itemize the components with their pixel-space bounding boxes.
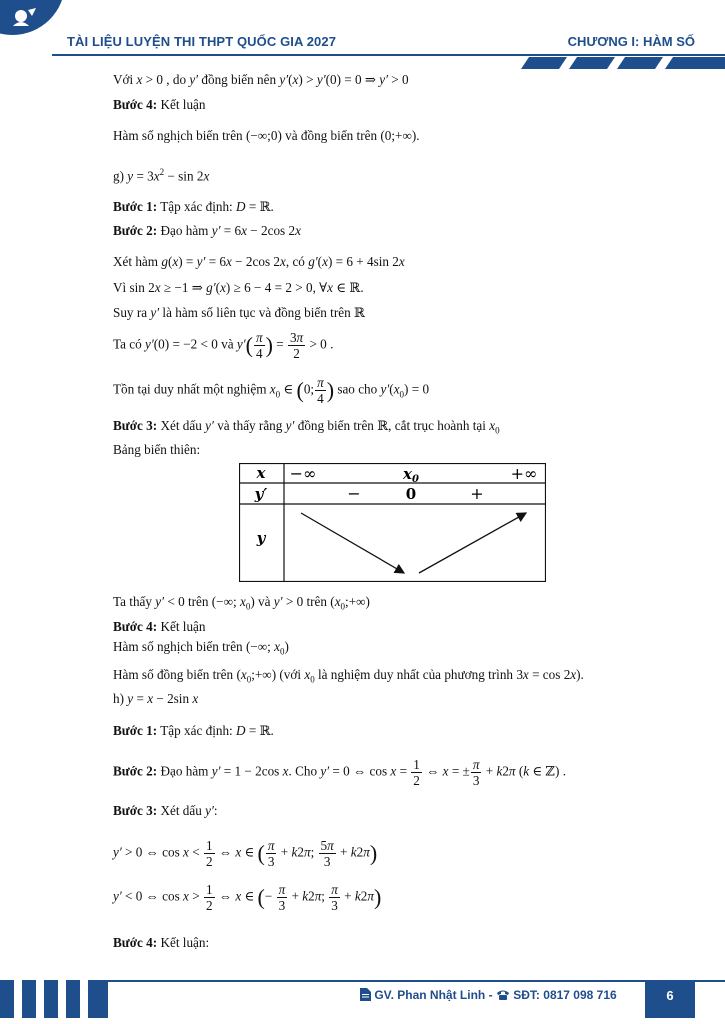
table-zero: 0: [405, 485, 417, 503]
table-label-y: y: [256, 529, 266, 547]
table-pos-inf: +∞: [510, 464, 538, 483]
logo-icon: [10, 4, 40, 34]
text-line: Với x > 0 , do y′ đồng biến nên y′(x) > y′(0) = 0 ⇒ y′ > 0: [113, 72, 409, 87]
footer-author: GV. Phan Nhật Linh: [374, 988, 486, 1002]
text-line: Hàm số nghịch biến trên (−∞;0) và đồng biến trên (0;+∞).: [113, 128, 420, 143]
text-line: Bảng biến thiên:: [113, 442, 201, 457]
increase-arrow: [419, 513, 526, 573]
table-sign-minus: −: [347, 484, 361, 503]
exercise-h: h) y = x − 2sin x: [113, 691, 199, 706]
phone-icon: [496, 989, 510, 1000]
footer-contact: GV. Phan Nhật Linh - SĐT: 0817 098 716: [360, 988, 617, 1002]
text-line: Xét hàm g(x) = y′ = 6x − 2cos 2x, có g′(x) = 6 + 4sin 2x: [113, 254, 405, 269]
text-line: Ta có y′(0) = −2 < 0 và y′( $\frac{\pi}{4}$ ) = $\frac{3\pi}{2}$ > 0 .: [113, 330, 334, 362]
header-rule: [52, 54, 725, 56]
text-line: Suy ra y′ là hàm số liên tục và đồng biến trên ℝ: [113, 305, 365, 320]
page-number: 6: [645, 980, 695, 1018]
table-label-yprime: y′: [254, 485, 268, 503]
step-line: Bước 2: Đạo hàm y′ = 1 − 2cos x. Cho y′ = 0 ⇔ cos x = $\frac{1}{2}$ ⇔ x = ± $\frac{\pi}{3}$ + k2π (k ∈ ℤ) .: [113, 757, 567, 789]
step-heading: Bước 4: Kết luận: [113, 619, 206, 634]
header-title: TÀI LIỆU LUYỆN THI THPT QUỐC GIA 2027: [67, 34, 337, 49]
header-chapter: CHƯƠNG I: HÀM SỐ: [567, 34, 695, 49]
footer-stripes: [0, 980, 108, 1018]
step-line: Bước 1: Tập xác định: D = ℝ.: [113, 723, 274, 738]
header-stripes: [515, 57, 725, 69]
table-sign-plus: +: [470, 484, 484, 503]
variation-table: [239, 463, 546, 582]
table-label-x: x: [256, 464, 266, 482]
math-line: y′ > 0 ⇔ cos x < $\frac{1}{2}$ ⇔ x ∈ ( $\frac{\pi}{3}$ + k2π; $\frac{5\pi}{3}$ + k2π): [113, 838, 378, 870]
exercise-g: g) $y = 3x^2 - \sin 2x$: [113, 167, 210, 184]
step-line: Bước 3: Xét dấu y′:: [113, 803, 218, 818]
step-line: Bước 1: Tập xác định: D = ℝ.: [113, 199, 274, 214]
step-heading: Bước 4: Kết luận: [113, 97, 206, 112]
text-line: Ta thấy y′ < 0 trên (−∞; $x_0$) và y′ > 0 trên $(x_0;+\infty)$: [113, 594, 370, 612]
text-line: Tồn tại duy nhất một nghiệm $x_0$ ∈ (0; $\frac{\pi}{4}$ ) sao cho $y'(x_0) = 0$: [113, 375, 430, 407]
step-line: Bước 2: Đạo hàm y′ = 6x − 2cos 2x: [113, 223, 301, 238]
decrease-arrow: [301, 513, 404, 573]
text-line: Vì sin 2x ≥ −1 ⇒ g′(x) ≥ 6 − 4 = 2 > 0, ∀x ∈ ℝ.: [113, 280, 364, 295]
step-heading: Bước 4: Kết luận:: [113, 935, 210, 950]
table-neg-inf: −∞: [289, 464, 317, 483]
footer-rule: [108, 980, 725, 982]
text-line: Hàm số nghịch biến trên (−∞; $x_0$): [113, 639, 289, 657]
footer-phone: SĐT: 0817 098 716: [513, 988, 617, 1002]
math-line: y′ < 0 ⇔ cos x > $\frac{1}{2}$ ⇔ x ∈ (− $\frac{\pi}{3}$ + k2π; $\frac{\pi}{3}$ + k2π): [113, 882, 382, 914]
step-line: Bước 3: Xét dấu y′ và thấy rằng y′ đồng biến trên ℝ, cắt trục hoành tại $x_0$: [113, 418, 500, 436]
table-x0: $x_0$: [403, 465, 419, 485]
text-line: Hàm số đồng biến trên $(x_0;+\infty)$ (với $x_0$ là nghiệm duy nhất của phương trình 3x = cos 2x).: [113, 667, 584, 685]
document-icon: [360, 988, 371, 1001]
